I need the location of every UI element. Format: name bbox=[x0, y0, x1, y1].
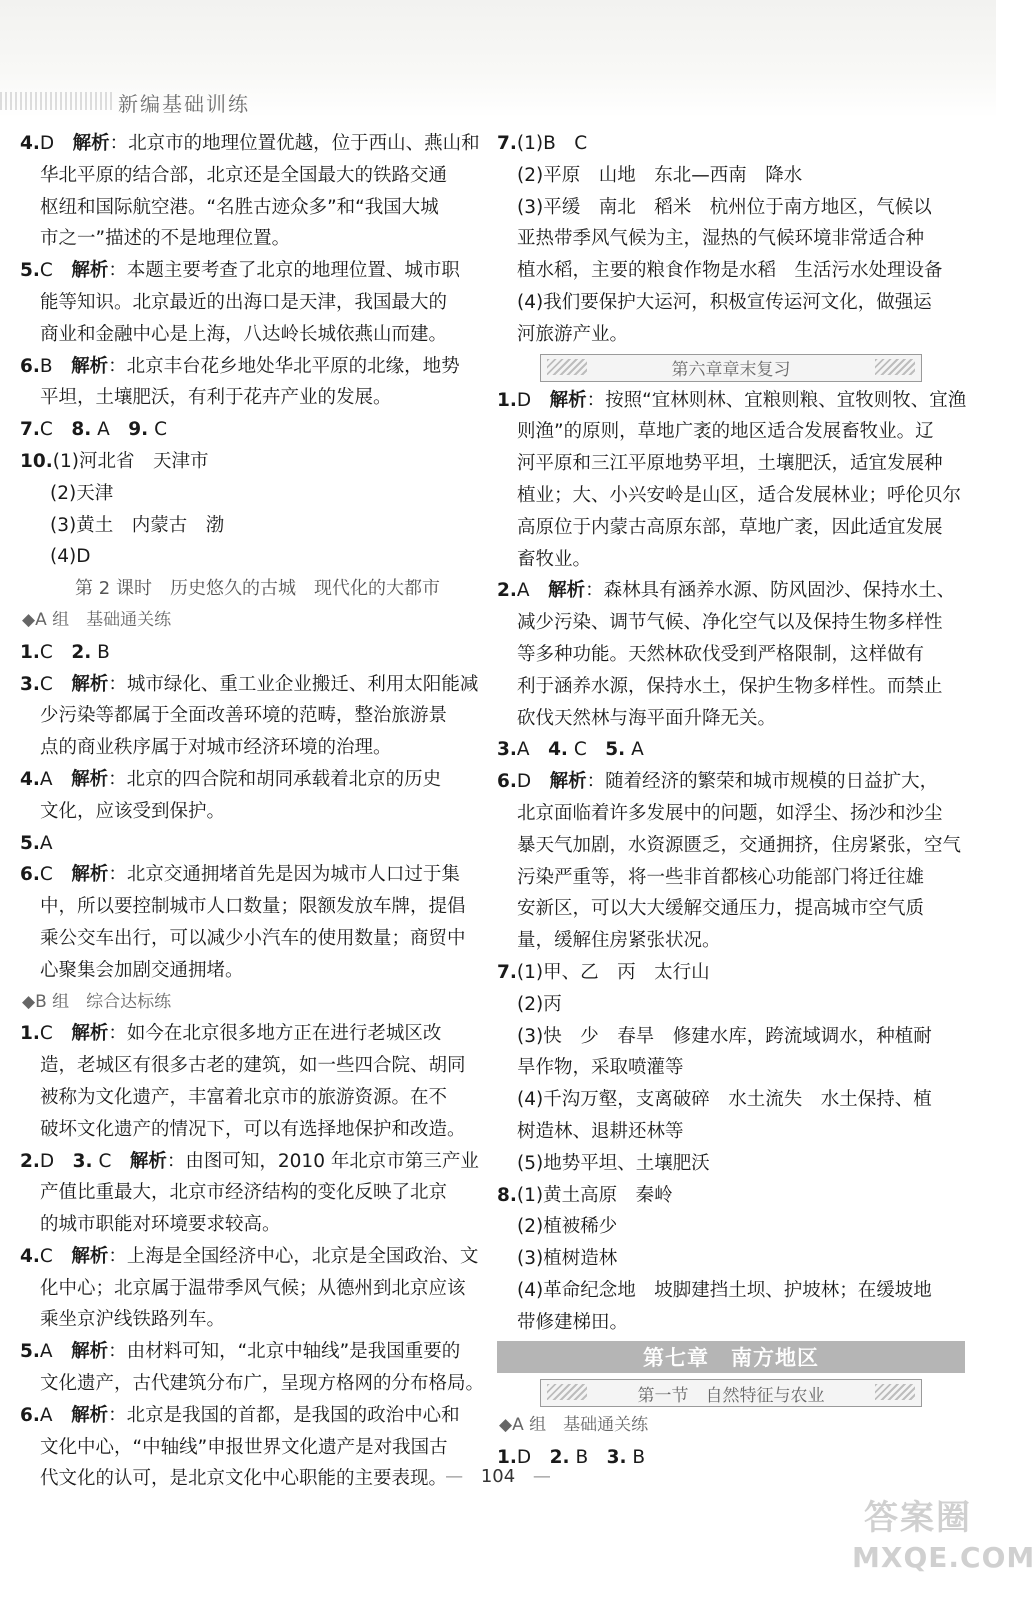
answer-text: 心聚集会加剧交通拥堵。 bbox=[40, 959, 244, 981]
answer-line bbox=[497, 448, 965, 480]
analysis-label: 解析 bbox=[71, 673, 109, 695]
answer-line bbox=[20, 223, 495, 255]
answer-text: 造，老城区有很多古老的建筑，如一些四合院、胡同 bbox=[40, 1055, 466, 1077]
group-label: ◆A 组 基础通关练 bbox=[22, 609, 172, 630]
answer-line bbox=[497, 287, 965, 319]
analysis-label: 解析 bbox=[548, 580, 586, 602]
chapter-banner bbox=[497, 1338, 965, 1376]
question-number: 7. bbox=[497, 961, 517, 983]
answer-text: (4)千沟万壑，支离破碎 水土流失 水土保持、植 bbox=[517, 1089, 932, 1111]
analysis-label: 解析 bbox=[71, 355, 109, 377]
answer-text: A bbox=[625, 739, 644, 761]
answer-text: 商业和金融中心是上海，八达岭长城依燕山而建。 bbox=[40, 323, 448, 345]
answer-line bbox=[497, 607, 965, 639]
answer-text: 河平原和三江平原地势平坦，土壤肥沃，适宜发展种 bbox=[517, 453, 943, 475]
answer-text: C bbox=[39, 1245, 72, 1267]
answer-text: 减少污染、调节气候、净化空气以及保持生物多样性 bbox=[517, 612, 943, 634]
answer-text: 的城市职能对环境要求较高。 bbox=[40, 1214, 281, 1236]
answer-text: B bbox=[39, 355, 72, 377]
answer-line bbox=[20, 414, 495, 446]
header-title: 新编基础训练 bbox=[118, 92, 250, 116]
answer-text: ：由图可知，2010 年北京市第三产业 bbox=[166, 1150, 479, 1172]
answer-text: 亚热带季风气候为主，湿热的气候环境非常适合种 bbox=[517, 228, 925, 250]
answer-text: 文化中心，“中轴线”申报世界文化遗产是对我国古 bbox=[40, 1436, 448, 1458]
answer-text: 则渔”的原则，草地广袤的地区适合发展畜牧业。辽 bbox=[517, 421, 934, 443]
answer-line bbox=[20, 287, 495, 319]
answer-text: 旱作物，采取喷灌等 bbox=[517, 1057, 684, 1079]
answer-text: A bbox=[516, 739, 549, 761]
answer-text: 高原位于内蒙古高原东部，草地广袤，因此适宜发展 bbox=[517, 516, 943, 538]
answer-line bbox=[497, 192, 965, 224]
answer-text: A bbox=[39, 1404, 72, 1426]
answer-line bbox=[497, 1211, 965, 1243]
answer-text: ：北京交通拥堵首先是因为城市人口过于集 bbox=[108, 864, 460, 886]
answer-text: (4)革命纪念地 坡脚建挡土坝、护坡林；在缓坡地 bbox=[517, 1279, 932, 1301]
answer-line bbox=[20, 923, 495, 955]
answer-text: (5)地势平坦、土壤肥沃 bbox=[517, 1152, 710, 1174]
answer-text: (2)丙 bbox=[517, 993, 562, 1015]
answer-line bbox=[20, 446, 495, 478]
answer-line bbox=[497, 1148, 965, 1180]
answer-line bbox=[20, 796, 495, 828]
answer-text: (2)天津 bbox=[50, 482, 114, 504]
answer-text: 枢纽和国际航空港。“名胜古迹众多”和“我国大城 bbox=[40, 196, 439, 218]
answer-text: ：按照“宜林则林、宜粮则粮、宜牧则牧、宜渔 bbox=[586, 389, 967, 411]
answer-text: C bbox=[39, 260, 72, 282]
answer-text: (4)D bbox=[50, 546, 91, 568]
answer-line bbox=[497, 385, 965, 417]
answer-line bbox=[20, 1082, 495, 1114]
answer-text: A bbox=[39, 1341, 72, 1363]
question-number: 4. bbox=[20, 133, 40, 154]
analysis-label: 解析 bbox=[71, 1404, 109, 1426]
question-number: 6. bbox=[20, 864, 40, 886]
question-number: 3. bbox=[20, 673, 40, 695]
answer-line bbox=[20, 700, 495, 732]
answer-line bbox=[497, 128, 965, 160]
question-number: 3. bbox=[497, 739, 517, 761]
answer-text: 代文化的认可，是北京文化中心职能的主要表现。 bbox=[40, 1468, 448, 1490]
answer-text: B bbox=[569, 1447, 607, 1469]
answer-line bbox=[20, 160, 495, 192]
question-number: 6. bbox=[20, 355, 40, 377]
answer-text: A bbox=[91, 419, 129, 441]
answer-line bbox=[497, 575, 965, 607]
question-number: 8. bbox=[497, 1184, 517, 1206]
answer-text: 化中心；北京属于温带季风气候；从德州到北京应该 bbox=[40, 1277, 466, 1299]
question-number: 2. bbox=[20, 1150, 40, 1172]
question-number: 3. bbox=[606, 1447, 627, 1469]
answer-text: C bbox=[39, 641, 72, 663]
answer-text: 乘坐京沪线铁路列车。 bbox=[40, 1309, 226, 1331]
question-number: 5. bbox=[20, 1341, 40, 1363]
question-number: 1. bbox=[497, 1447, 517, 1469]
analysis-label: 解析 bbox=[549, 389, 587, 411]
answer-text: ：森林具有涵养水源、防风固沙、保持水土、 bbox=[585, 580, 956, 602]
answer-text: 少污染等都属于全面改善环境的范畴，整治旅游景 bbox=[40, 705, 448, 727]
answer-line bbox=[20, 192, 495, 224]
answer-text: ：随着经济的繁荣和城市规模的日益扩大， bbox=[586, 771, 939, 793]
answer-text: 带修建梯田。 bbox=[517, 1311, 629, 1333]
answer-line bbox=[20, 1368, 495, 1400]
section-banner bbox=[497, 1376, 965, 1410]
answer-line bbox=[497, 512, 965, 544]
answer-text: ：城市绿化、重工业企业搬迁、利用太阳能减 bbox=[108, 673, 479, 695]
answer-line bbox=[497, 255, 965, 287]
answer-text: 文化，应该受到保护。 bbox=[40, 800, 226, 822]
answer-text: (1)甲、乙 丙 太行山 bbox=[516, 961, 710, 983]
answer-text: ：北京丰台花乡地处华北平原的北缘，地势 bbox=[108, 355, 460, 377]
analysis-label: 解析 bbox=[71, 864, 109, 886]
question-number: 5. bbox=[20, 832, 40, 854]
answer-line bbox=[20, 732, 495, 764]
answer-line bbox=[20, 1336, 495, 1368]
answer-line bbox=[20, 1050, 495, 1082]
question-number: 10. bbox=[20, 450, 53, 472]
watermark-logo bbox=[852, 1496, 1035, 1588]
analysis-label: 解析 bbox=[71, 260, 109, 282]
answer-line bbox=[20, 1432, 495, 1464]
answer-text: 利于涵养水源，保持水土，保护生物多样性。而禁止 bbox=[517, 675, 943, 697]
answer-line bbox=[20, 828, 495, 860]
answer-text: (1)黄土高原 秦岭 bbox=[516, 1184, 673, 1206]
answer-line bbox=[497, 766, 965, 798]
answer-text: C bbox=[39, 419, 72, 441]
answer-text: (4)我们要保护大运河，积极宣传运河文化，做强运 bbox=[517, 291, 932, 313]
answer-text: 河旅游产业。 bbox=[517, 323, 629, 345]
answer-line bbox=[20, 351, 495, 383]
watermark-text-top: 答案圈 bbox=[864, 1498, 972, 1538]
question-number: 1. bbox=[497, 389, 517, 411]
section-banner-title: 第六章章末复习 bbox=[540, 354, 922, 382]
question-number: 4. bbox=[20, 768, 40, 790]
question-number: 5. bbox=[605, 739, 626, 761]
answer-text: (2)平原 山地 东北—西南 降水 bbox=[517, 164, 803, 186]
answer-text: D bbox=[516, 1447, 550, 1469]
answer-line bbox=[20, 319, 495, 351]
answer-line bbox=[497, 160, 965, 192]
chapter-title: 第七章 南方地区 bbox=[497, 1341, 965, 1373]
answer-text: 污染严重等，将一些非首都核心功能部门将迁往雄 bbox=[517, 866, 925, 888]
answer-line bbox=[497, 893, 965, 925]
group-label: ◆B 组 综合达标练 bbox=[22, 991, 172, 1012]
answer-text: (3)植树造林 bbox=[517, 1248, 618, 1270]
answer-line bbox=[497, 1052, 965, 1084]
page-number: 104 bbox=[480, 1466, 516, 1487]
analysis-label: 解析 bbox=[129, 1150, 167, 1172]
answer-text: (3)平缓 南北 稻米 杭州位于南方地区，气候以 bbox=[517, 196, 932, 218]
answer-line bbox=[497, 925, 965, 957]
answer-text: 平坦，土壤肥沃，有利于花卉产业的发展。 bbox=[40, 387, 392, 409]
answer-text: 文化遗产，古代建筑分布广，呈现方格网的分布格局。 bbox=[40, 1373, 485, 1395]
answer-line bbox=[20, 891, 495, 923]
answer-text: 等多种功能。天然林砍伐受到严格限制，这样做有 bbox=[517, 643, 925, 665]
answer-text: 点的商业秩序属于对城市经济环境的治理。 bbox=[40, 737, 392, 759]
answer-text: 能等知识。北京最近的出海口是天津，我国最大的 bbox=[40, 291, 448, 313]
answer-line bbox=[20, 669, 495, 701]
answer-line bbox=[20, 128, 495, 160]
answer-text: 北京面临着许多发展中的问题，如浮尘、扬沙和沙尘 bbox=[517, 802, 943, 824]
answer-line bbox=[20, 1400, 495, 1432]
answer-line bbox=[497, 416, 965, 448]
answer-line bbox=[497, 1116, 965, 1148]
answer-text: 产值比重最大，北京市经济结构的变化反映了北京 bbox=[40, 1182, 448, 1204]
answer-line bbox=[20, 764, 495, 796]
left-column bbox=[20, 128, 495, 1495]
answer-line bbox=[20, 1114, 495, 1146]
analysis-label: 解析 bbox=[72, 133, 110, 154]
answer-text: (1)河北省 天津市 bbox=[52, 450, 209, 472]
answer-text: C bbox=[39, 1023, 72, 1045]
answer-line bbox=[497, 1021, 965, 1053]
answer-text: C bbox=[39, 673, 72, 695]
answer-line bbox=[497, 480, 965, 512]
answer-text: 市之一”描述的不是地理位置。 bbox=[40, 228, 291, 250]
answer-text: 华北平原的结合部，北京还是全国最大的铁路交通 bbox=[40, 164, 448, 186]
answer-line bbox=[497, 957, 965, 989]
answer-line bbox=[20, 1241, 495, 1273]
question-number: 7. bbox=[20, 419, 40, 441]
answer-line bbox=[20, 478, 495, 510]
answer-line bbox=[497, 1180, 965, 1212]
answer-text: 暴天气加剧，水资源匮乏，交通拥挤，住房紧张，空气 bbox=[517, 834, 962, 856]
answer-line bbox=[497, 703, 965, 735]
answer-text: ：北京是我国的首都，是我国的政治中心和 bbox=[108, 1404, 460, 1426]
answer-line bbox=[497, 1307, 965, 1339]
question-number: 4. bbox=[20, 1245, 40, 1267]
question-number: 2. bbox=[497, 580, 517, 602]
answer-line bbox=[20, 510, 495, 542]
answer-text: (3)黄土 内蒙古 渤 bbox=[50, 514, 225, 536]
answer-line bbox=[20, 1209, 495, 1241]
answer-text: 被称为文化遗产，丰富着北京市的旅游资源。在不 bbox=[40, 1086, 448, 1108]
answer-text: A bbox=[516, 580, 549, 602]
answer-line bbox=[497, 1084, 965, 1116]
answer-text: A bbox=[39, 832, 53, 854]
question-number: 2. bbox=[71, 641, 92, 663]
analysis-label: 解析 bbox=[71, 1245, 109, 1267]
question-number: 7. bbox=[497, 133, 517, 154]
answer-line bbox=[497, 734, 965, 766]
answer-text: C bbox=[39, 864, 72, 886]
answer-text: ：上海是全国经济中心，北京是全国政治、文 bbox=[108, 1245, 479, 1267]
answer-line bbox=[20, 382, 495, 414]
answer-text: 乘公交车出行，可以减少小汽车的使用数量；商贸中 bbox=[40, 927, 466, 949]
header-band bbox=[0, 0, 996, 118]
header-dots-decoration bbox=[0, 92, 112, 110]
section-banner-title: 第一节 自然特征与农业 bbox=[540, 1379, 922, 1407]
answer-line bbox=[497, 319, 965, 351]
analysis-label: 解析 bbox=[71, 1341, 109, 1363]
answer-text: ：北京的四合院和胡同承载着北京的历史 bbox=[108, 768, 442, 790]
answer-text: C bbox=[148, 419, 167, 441]
answer-line bbox=[497, 639, 965, 671]
answer-text: 树造林、退耕还林等 bbox=[517, 1120, 684, 1142]
answer-line bbox=[497, 798, 965, 830]
footer-dash-left: — bbox=[445, 1466, 464, 1487]
answer-line bbox=[20, 541, 495, 573]
analysis-label: 解析 bbox=[71, 768, 109, 790]
answer-line bbox=[20, 1146, 495, 1178]
answer-text: 量，缓解住房紧张状况。 bbox=[517, 930, 721, 952]
answer-text: ：北京市的地理位置优越，位于西山、燕山和 bbox=[109, 133, 480, 154]
page-footer bbox=[0, 1466, 996, 1490]
answer-line bbox=[497, 671, 965, 703]
footer-dash-right: — bbox=[532, 1466, 551, 1487]
analysis-label: 解析 bbox=[71, 1023, 109, 1045]
question-number: 5. bbox=[20, 260, 40, 282]
answer-line bbox=[20, 1304, 495, 1336]
answer-text: (2)植被稀少 bbox=[517, 1216, 618, 1238]
answer-text: ：如今在北京很多地方正在进行老城区改 bbox=[108, 1023, 442, 1045]
answer-line bbox=[497, 830, 965, 862]
question-number: 6. bbox=[497, 771, 517, 793]
answer-text: 畜牧业。 bbox=[517, 548, 592, 570]
answer-text: 砍伐天然林与海平面升降无关。 bbox=[517, 707, 777, 729]
answer-text: (1)B C bbox=[516, 133, 588, 154]
watermark-text-bottom: MXQE.COM bbox=[852, 1541, 1035, 1574]
answer-line bbox=[20, 955, 495, 987]
answer-text: 植水稻，主要的粮食作物是水稻 生活污水处理设备 bbox=[517, 260, 943, 282]
question-number: 3. bbox=[72, 1150, 93, 1172]
answer-text: B bbox=[91, 641, 110, 663]
answer-text: D bbox=[516, 389, 550, 411]
answer-text: D bbox=[516, 771, 550, 793]
answer-line bbox=[497, 544, 965, 576]
answer-text: 中，所以要控制城市人口数量；限额发放车牌，提倡 bbox=[40, 896, 466, 918]
answer-text: ：本题主要考查了北京的地理位置、城市职 bbox=[108, 260, 460, 282]
answer-text: ：由材料可知，“北京中轴线”是我国重要的 bbox=[108, 1341, 461, 1363]
answer-text: D bbox=[39, 1150, 73, 1172]
analysis-label: 解析 bbox=[549, 771, 587, 793]
answer-line bbox=[20, 637, 495, 669]
answer-text: (3)快 少 春旱 修建水库，跨流域调水，种植耐 bbox=[517, 1025, 932, 1047]
answer-line bbox=[20, 859, 495, 891]
answer-text: 安新区，可以大大缓解交通压力，提高城市空气质 bbox=[517, 898, 925, 920]
question-number: 2. bbox=[549, 1447, 570, 1469]
question-number: 8. bbox=[71, 419, 92, 441]
answer-line bbox=[20, 255, 495, 287]
question-number: 1. bbox=[20, 641, 40, 663]
answer-text: C bbox=[92, 1150, 130, 1172]
answer-line bbox=[497, 1243, 965, 1275]
question-number: 4. bbox=[548, 739, 568, 761]
question-number: 9. bbox=[128, 419, 149, 441]
answer-line bbox=[497, 223, 965, 255]
answer-line bbox=[20, 1018, 495, 1050]
answer-text: D bbox=[39, 133, 73, 154]
answer-text: 植业；大、小兴安岭是山区，适合发展林业；呼伦贝尔 bbox=[517, 484, 962, 506]
question-number: 1. bbox=[20, 1023, 40, 1045]
answer-text: B bbox=[626, 1447, 646, 1469]
answer-line bbox=[20, 1273, 495, 1305]
answer-line bbox=[20, 1177, 495, 1209]
answer-line bbox=[497, 862, 965, 894]
answer-line bbox=[497, 989, 965, 1021]
answer-text: 破坏文化遗产的情况下，可以有选择地保护和改造。 bbox=[40, 1118, 466, 1140]
section-banner bbox=[497, 351, 965, 385]
answer-text: C bbox=[567, 739, 606, 761]
right-column bbox=[497, 128, 965, 1474]
question-number: 6. bbox=[20, 1404, 40, 1426]
answer-text: A bbox=[39, 768, 72, 790]
section-title: 第 2 课时 历史悠久的古城 现代化的大都市 bbox=[75, 578, 440, 600]
answer-line bbox=[497, 1275, 965, 1307]
group-label: ◆A 组 基础通关练 bbox=[499, 1415, 649, 1436]
